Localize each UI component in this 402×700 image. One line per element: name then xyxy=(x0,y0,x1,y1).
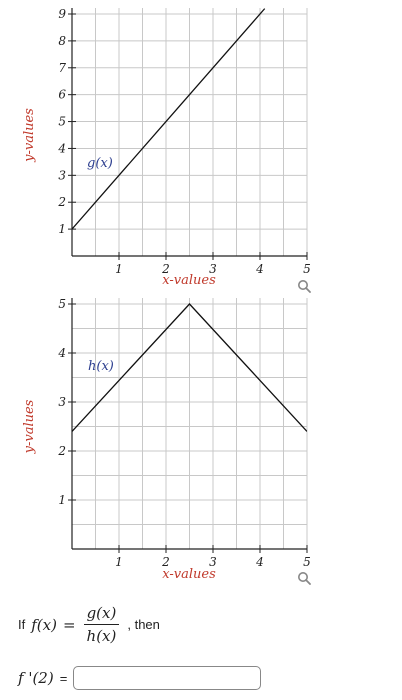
x-tick-label: 3 xyxy=(209,262,217,276)
y-tick-label: 4 xyxy=(58,141,66,156)
zoom-icon[interactable] xyxy=(297,571,311,585)
question-prefix: If xyxy=(18,617,26,632)
y-tick-label: 5 xyxy=(58,114,66,129)
series-label: h(x) xyxy=(88,359,114,374)
x-tick-label: 5 xyxy=(303,262,311,276)
f-of-x: f(x) xyxy=(31,615,57,634)
answer-input[interactable] xyxy=(73,666,261,690)
chart-g xyxy=(0,0,402,290)
y-tick-label: 7 xyxy=(58,60,66,75)
answer-label: f '(2) xyxy=(18,669,54,687)
x-axis-label: x-values xyxy=(162,567,216,582)
y-axis-label: y-values xyxy=(22,399,37,454)
denominator: h(x) xyxy=(86,627,117,645)
y-tick-label: 4 xyxy=(58,346,66,360)
y-tick-label: 5 xyxy=(58,297,66,311)
answer-row xyxy=(18,666,261,690)
y-axis-label: y-values xyxy=(22,108,37,162)
x-tick-label: 1 xyxy=(115,262,123,276)
x-tick-label: 4 xyxy=(256,555,264,569)
y-tick-label: 1 xyxy=(58,222,66,237)
y-tick-label: 3 xyxy=(58,168,66,183)
x-tick-label: 2 xyxy=(162,555,170,569)
y-tick-label: 3 xyxy=(58,395,66,409)
x-tick-label: 1 xyxy=(115,555,123,569)
x-tick-label: 3 xyxy=(209,555,217,569)
question-suffix: , then xyxy=(127,617,160,632)
y-tick-label: 9 xyxy=(58,7,66,21)
y-tick-label: 1 xyxy=(58,493,66,507)
chart-h xyxy=(0,290,402,590)
x-tick-label: 5 xyxy=(303,555,311,569)
series-label: g(x) xyxy=(87,156,113,171)
x-tick-label: 4 xyxy=(256,262,264,276)
zoom-icon[interactable] xyxy=(297,279,311,293)
x-axis-label: x-values xyxy=(162,273,216,288)
x-tick-label: 2 xyxy=(162,262,170,276)
question-text xyxy=(18,604,160,645)
y-tick-label: 2 xyxy=(58,195,66,210)
answer-equals: = xyxy=(59,670,68,686)
series-line xyxy=(72,9,265,229)
y-tick-label: 2 xyxy=(58,444,66,458)
numerator: g(x) xyxy=(84,604,120,625)
y-tick-label: 6 xyxy=(58,87,66,102)
fraction xyxy=(84,604,120,645)
equals-sign: = xyxy=(62,615,76,634)
y-tick-label: 8 xyxy=(58,33,66,48)
